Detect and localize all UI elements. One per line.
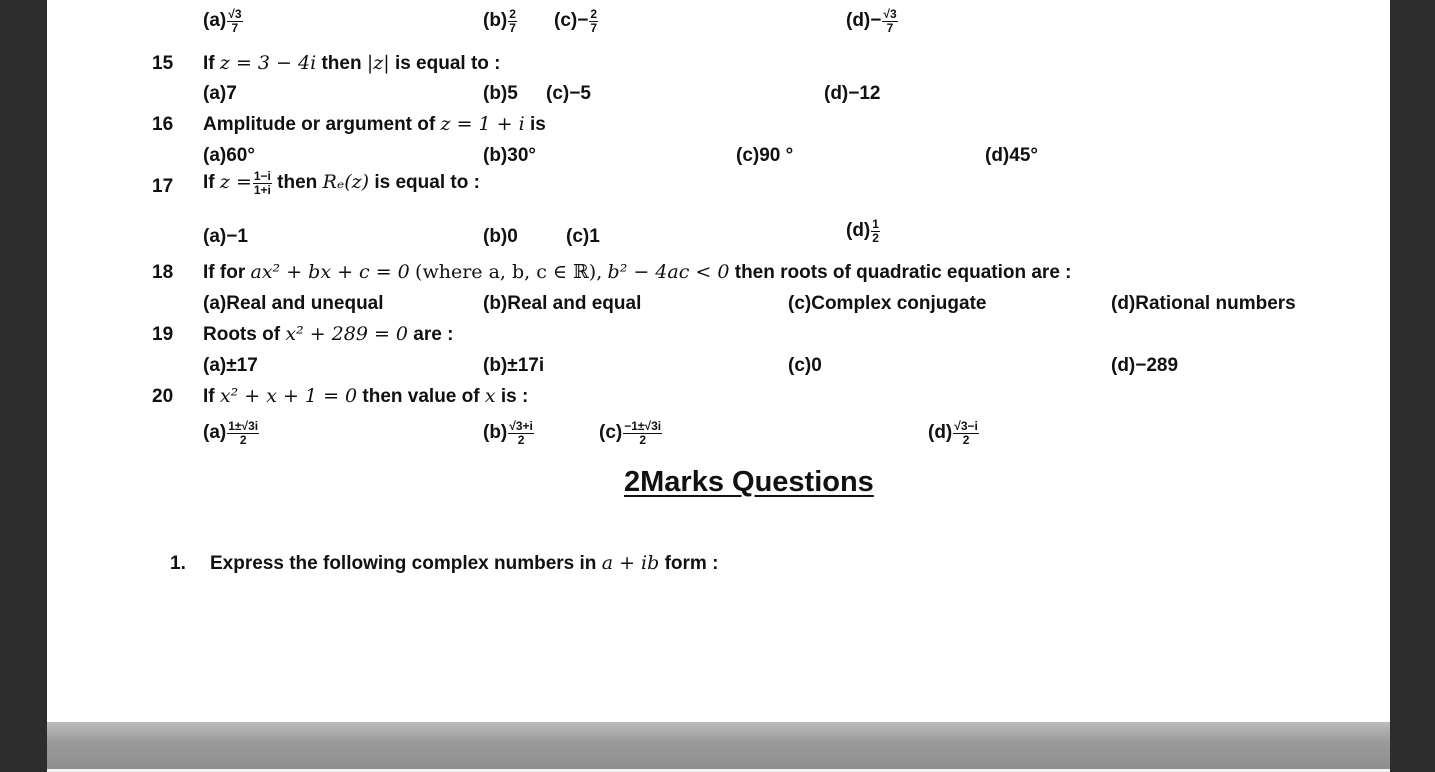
q16-text: [203, 115, 546, 134]
section-q1-math: a + ib: [601, 552, 660, 574]
q18-option-c: (c)Complex conjugate: [788, 293, 987, 314]
q20-option-c-fraction: [623, 420, 662, 446]
q18-math-a: ax² + bx + c = 0: [250, 261, 410, 283]
q20-option-c-label: (c): [599, 422, 623, 444]
q16-option-b: (b)30°: [483, 145, 536, 166]
fraction-denominator: 1+i: [253, 182, 271, 197]
q14-option-b-fraction: [508, 8, 517, 34]
q20-text: [203, 387, 528, 406]
q15-text-a: If: [203, 53, 215, 74]
q16-option-c: (c)90 °: [736, 145, 794, 166]
q17-text-b: then: [277, 172, 318, 194]
q20-math-b: x: [484, 385, 496, 407]
q17-math-a: z =: [219, 171, 252, 194]
q19-text-b: are :: [413, 324, 454, 345]
q19-number: 19: [152, 324, 174, 345]
q14-option-b-label: (b): [483, 10, 508, 32]
fraction-numerator: √3: [883, 7, 897, 21]
fraction-denominator: 7: [231, 20, 239, 35]
q17-option-b: (b)0: [483, 226, 518, 247]
q17-text-a: If: [203, 172, 215, 194]
q19-option-c: (c)0: [788, 355, 822, 376]
q17-text: [203, 170, 480, 196]
fraction-denominator: 2: [517, 432, 525, 447]
q19-option-b: (b)±17i: [483, 355, 545, 376]
q14-option-c: [554, 8, 598, 34]
q14-option-a-label: (a): [203, 10, 227, 32]
q20-text-b: then value of: [362, 386, 480, 407]
q20-option-c: [599, 420, 662, 446]
q18-text-c: then roots of quadratic equation are :: [734, 262, 1072, 283]
q18-option-a: (a)Real and unequal: [203, 293, 384, 314]
fraction-denominator: 2: [872, 230, 879, 245]
q17-option-a: (a)−1: [203, 226, 248, 247]
q15-text-c: is equal to :: [394, 53, 501, 74]
fraction-numerator: 1±√3i: [228, 419, 259, 433]
q18-option-b: (b)Real and equal: [483, 293, 642, 314]
q20-text-c: is :: [500, 386, 529, 407]
q17-option-c: (c)1: [566, 226, 600, 247]
q16-text-a: Amplitude or argument of: [203, 114, 436, 135]
q20-number: 20: [152, 386, 174, 407]
q14-option-d: [846, 8, 898, 34]
q18-text-b: (where a, b, c ∈ ℝ),: [415, 261, 603, 283]
fraction-numerator: 2: [590, 7, 598, 21]
q19-text-a: Roots of: [203, 324, 281, 345]
q16-math-a: z = 1 + i: [440, 113, 525, 135]
q16-option-a: (a)60°: [203, 145, 255, 166]
fraction-numerator: 2: [509, 7, 516, 21]
q14-option-a: [203, 8, 243, 34]
q14-option-c-fraction: [589, 8, 598, 34]
fraction-denominator: 2: [962, 432, 970, 447]
q20-option-b-label: (b): [483, 422, 508, 444]
q14-option-d-fraction: [882, 8, 897, 34]
q17-option-d-fraction: [871, 218, 880, 244]
q20-option-d: [928, 420, 979, 446]
q15-option-d: (d)−12: [824, 83, 881, 104]
q17-number: 17: [152, 176, 174, 197]
q20-option-a-fraction: [227, 420, 259, 446]
q20-option-d-fraction: [953, 420, 979, 446]
section-q1-text-a: Express the following complex numbers in: [210, 553, 597, 574]
fraction-numerator: √3−i: [954, 419, 978, 433]
q19-text: [203, 325, 453, 344]
fraction-numerator: √3+i: [509, 419, 533, 433]
q15-option-b: (b)5: [483, 83, 518, 104]
q15-number: 15: [152, 53, 174, 74]
section-q1-number: 1.: [170, 553, 186, 574]
q17-text-c: is equal to :: [374, 172, 480, 194]
q19-option-a: (a)±17: [203, 355, 258, 376]
q20-option-a-label: (a): [203, 422, 227, 444]
fraction-numerator: −1±√3i: [624, 419, 662, 433]
q17-math-b: Rₑ(z): [322, 171, 370, 194]
q18-math-b: b² − 4ac < 0: [607, 261, 730, 283]
q20-option-a: [203, 420, 259, 446]
q20-option-d-label: (d): [928, 422, 953, 444]
fraction-denominator: 2: [639, 432, 647, 447]
page-gap-shadow: [47, 722, 1390, 772]
q16-option-d: (d)45°: [985, 145, 1038, 166]
fraction-denominator: 2: [239, 432, 247, 447]
q14-option-d-label: (d)−: [846, 10, 882, 32]
q18-text: [203, 263, 1072, 282]
section-q1-text-b: form :: [664, 553, 719, 574]
q15-math-b: |z|: [366, 52, 390, 74]
q14-option-c-label: (c)−: [554, 10, 589, 32]
q14-option-b: [483, 8, 517, 34]
q15-text-b: then: [321, 53, 362, 74]
q15-text: [203, 54, 501, 73]
q18-option-d: (d)Rational numbers: [1111, 293, 1296, 314]
q18-number: 18: [152, 262, 174, 283]
section-q1-text: [210, 554, 718, 573]
fraction-denominator: 7: [590, 20, 598, 35]
q20-text-a: If: [203, 386, 215, 407]
q14-option-a-fraction: [227, 8, 242, 34]
fraction-numerator: √3: [228, 7, 242, 21]
fraction-denominator: 7: [509, 20, 516, 35]
q16-text-b: is: [529, 114, 546, 135]
section-heading: 2Marks Questions: [624, 466, 874, 498]
q19-math-a: x² + 289 = 0: [285, 323, 409, 345]
q17-option-d-label: (d): [846, 220, 871, 242]
q15-option-a: (a)7: [203, 83, 237, 104]
q19-option-d: (d)−289: [1111, 355, 1179, 376]
fraction-denominator: 7: [886, 20, 894, 35]
fraction-numerator: 1: [872, 217, 879, 231]
q17-fraction: [253, 170, 272, 196]
q20-option-b: [483, 420, 534, 446]
q17-option-d: [846, 218, 880, 244]
q20-option-b-fraction: [508, 420, 534, 446]
q16-number: 16: [152, 114, 174, 135]
q15-math-a: z = 3 − 4i: [219, 52, 317, 74]
fraction-numerator: 1−i: [253, 169, 271, 183]
q20-math-a: x² + x + 1 = 0: [219, 385, 358, 407]
q18-text-a: If for: [203, 262, 246, 283]
q15-option-c: (c)−5: [546, 83, 591, 104]
